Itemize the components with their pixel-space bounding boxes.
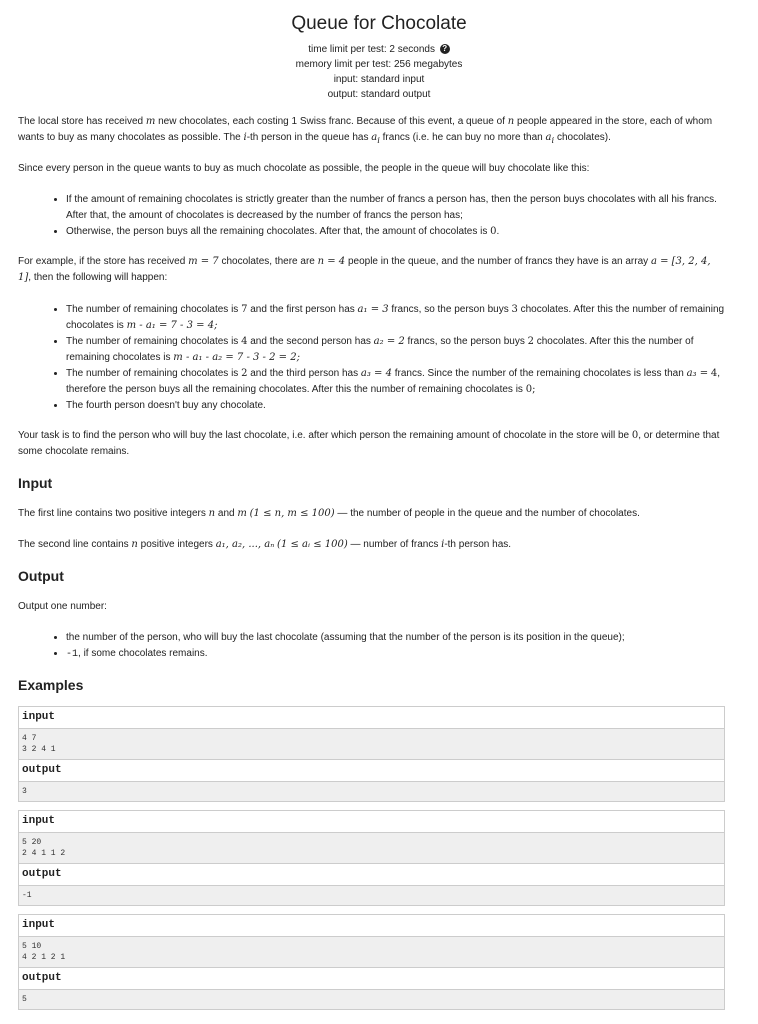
example-output-label: output xyxy=(19,968,724,990)
example-output-data[interactable]: 3 xyxy=(19,782,724,801)
example-input-data[interactable]: 5 20 2 4 1 1 2 xyxy=(19,833,724,864)
input-spec: input: standard input xyxy=(333,74,425,85)
example-input-data[interactable]: 5 10 4 2 1 2 1 xyxy=(19,937,724,968)
output-item: • the number of the person, who will buy the last chocolate (assuming that the number of the person is its position in the queue); xyxy=(66,630,726,646)
example-block-2 xyxy=(18,810,725,906)
output-intro: Output one number: xyxy=(18,601,107,612)
statement-paragraph-2: Since every person in the queue wants to buy as much chocolate as possible, the people in the queue will buy chocolate like this: xyxy=(18,163,590,174)
walkthrough-item: • The number of remaining chocolates is 2 and the third person has a₃ = 4 francs. Since the number of the remaining chocolates is less than a₃ = 4, therefore the person buys all the remaining chocolates. After this the number of remaining chocolates is 0; xyxy=(66,366,726,398)
walkthrough-item: • The number of remaining chocolates is 7 and the first person has a₁ = 3 francs, so the person buys 3 chocolates. After this the number of remaining chocolates is m - a₁ = 7 - 3 = 4; xyxy=(66,302,726,334)
example-input-data[interactable]: 4 7 3 2 4 1 xyxy=(19,729,724,760)
example-block-3 xyxy=(18,914,725,1010)
output-heading: Output xyxy=(18,568,64,584)
example-input-label: input xyxy=(19,707,724,729)
example-input-label: input xyxy=(19,915,724,937)
input-heading: Input xyxy=(18,475,53,491)
input-line-1: The first line contains two positive integers n and m (1 ≤ n, m ≤ 100) — the number of people in the queue and the number of chocolates. xyxy=(18,508,640,519)
rules-list xyxy=(18,192,726,240)
example-output-label: output xyxy=(19,864,724,886)
input-line-2: The second line contains n positive integers a₁, a₂, ..., aₙ (1 ≤ aᵢ ≤ 100) — number of francs i-th person has. xyxy=(18,539,512,550)
info-icon[interactable]: ? xyxy=(440,44,450,54)
example-output-data[interactable]: -1 xyxy=(19,886,724,905)
walkthrough-item: • The fourth person doesn't buy any chocolate. xyxy=(66,398,726,414)
walkthrough-list xyxy=(18,302,726,414)
task-paragraph: Your task is to find the person who will buy the last chocolate, i.e. after which person the remaining amount of chocolate in the store will be 0, or determine that some chocolate remains. xyxy=(18,430,720,457)
rule-item: • If the amount of remaining chocolates is strictly greater than the number of francs a person has, then the person buys chocolates with all his francs. After that, the amount of chocolates is decreased by the number of francs the person has; xyxy=(66,192,726,224)
example-block-1 xyxy=(18,706,725,802)
memory-limit: memory limit per test: 256 megabytes xyxy=(295,59,463,70)
time-limit: time limit per test: 2 seconds ? xyxy=(0,42,758,57)
example-input-label: input xyxy=(19,811,724,833)
example-output-label: output xyxy=(19,760,724,782)
statement-paragraph-1: The local store has received m new chocolates, each costing 1 Swiss franc. Because of this event, a queue of n people appeared in the store, each of whom wants to buy as many chocolates as possible. The i-th person in the queue has $a_i$ francs (i.e. he can buy no more than $a_i$ chocolates). xyxy=(18,116,713,145)
example-paragraph: For example, if the store has received m = 7 chocolates, there are n = 4 people in the queue, and the number of francs they have is an array a = [3, 2, 4, 1], then the following will happen: xyxy=(18,256,711,283)
problem-header xyxy=(0,0,758,102)
walkthrough-item: • The number of remaining chocolates is 4 and the second person has a₂ = 2 francs, so the person buys 2 chocolates. After this the number of remaining chocolates is m - a₁ - a₂ = 7 - 3 - 2 = 2; xyxy=(66,334,726,366)
output-spec: output: standard output xyxy=(327,89,431,100)
rule-item: • Otherwise, the person buys all the remaining chocolates. After that, the amount of chocolates is 0. xyxy=(66,224,726,240)
output-list xyxy=(18,630,726,663)
output-item: • -1, if some chocolates remains. xyxy=(66,646,726,663)
problem-title: Queue for Chocolate xyxy=(291,13,467,34)
examples-heading: Examples xyxy=(18,677,84,693)
example-output-data[interactable]: 5 xyxy=(19,990,724,1009)
